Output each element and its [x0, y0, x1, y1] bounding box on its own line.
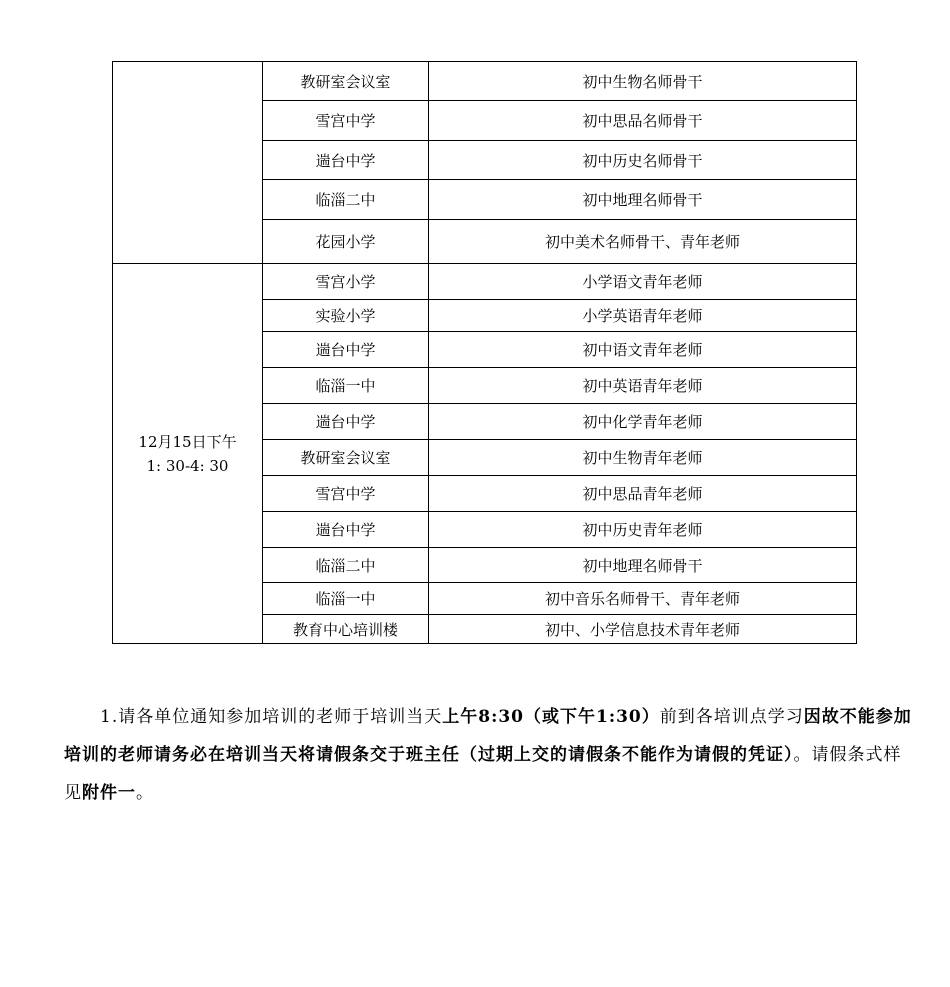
target-cell: 初中化学青年老师 [429, 404, 857, 440]
notice-time-bold: 上午8:30（或下午1:30） [442, 707, 660, 727]
time-cell: 12月15日下午 1: 30-4: 30 [113, 264, 263, 644]
target-cell: 初中美术名师骨干、青年老师 [429, 220, 857, 264]
table-row [113, 264, 857, 300]
target-cell: 小学语文青年老师 [429, 264, 857, 300]
location-cell: 雪宫中学 [263, 476, 429, 512]
notice-leave-rule-bold: 因故不能参加培训的老师请务必在培训当天将请假条交于班主任（过期上交的请假条不能作为请假的凭证） [64, 707, 912, 765]
location-cell: 临淄二中 [263, 548, 429, 583]
location-cell: 临淄二中 [263, 180, 429, 220]
target-cell: 初中英语青年老师 [429, 368, 857, 404]
target-cell: 初中、小学信息技术青年老师 [429, 615, 857, 644]
location-cell: 遄台中学 [263, 404, 429, 440]
notice-text: 。请假条式样见 [64, 745, 902, 803]
location-cell: 临淄一中 [263, 368, 429, 404]
training-schedule-table [112, 61, 857, 644]
location-cell: 遄台中学 [263, 141, 429, 180]
location-cell: 临淄一中 [263, 583, 429, 615]
time-cell [113, 62, 263, 264]
location-cell: 教研室会议室 [263, 440, 429, 476]
attachment-reference-bold: 附件一 [82, 783, 136, 803]
target-cell: 初中思品青年老师 [429, 476, 857, 512]
target-cell: 初中历史名师骨干 [429, 141, 857, 180]
location-cell: 教研室会议室 [263, 62, 429, 101]
location-cell: 遄台中学 [263, 512, 429, 548]
target-cell: 初中思品名师骨干 [429, 101, 857, 141]
table-row [113, 62, 857, 101]
location-cell: 教育中心培训楼 [263, 615, 429, 644]
target-cell: 小学英语青年老师 [429, 300, 857, 332]
location-cell: 实验小学 [263, 300, 429, 332]
location-cell: 花园小学 [263, 220, 429, 264]
location-cell: 遄台中学 [263, 332, 429, 368]
target-cell: 初中生物名师骨干 [429, 62, 857, 101]
notice-text: 1.请各单位通知参加培训的老师于培训当天 [100, 707, 443, 727]
target-cell: 初中历史青年老师 [429, 512, 857, 548]
notice-paragraph [64, 698, 914, 812]
target-cell: 初中生物青年老师 [429, 440, 857, 476]
location-cell: 雪宫小学 [263, 264, 429, 300]
notice-text: 前到各培训点学习 [659, 707, 804, 727]
target-cell: 初中地理名师骨干 [429, 180, 857, 220]
notice-text: 。 [136, 783, 154, 803]
target-cell: 初中音乐名师骨干、青年老师 [429, 583, 857, 615]
location-cell: 雪宫中学 [263, 101, 429, 141]
target-cell: 初中语文青年老师 [429, 332, 857, 368]
target-cell: 初中地理名师骨干 [429, 548, 857, 583]
